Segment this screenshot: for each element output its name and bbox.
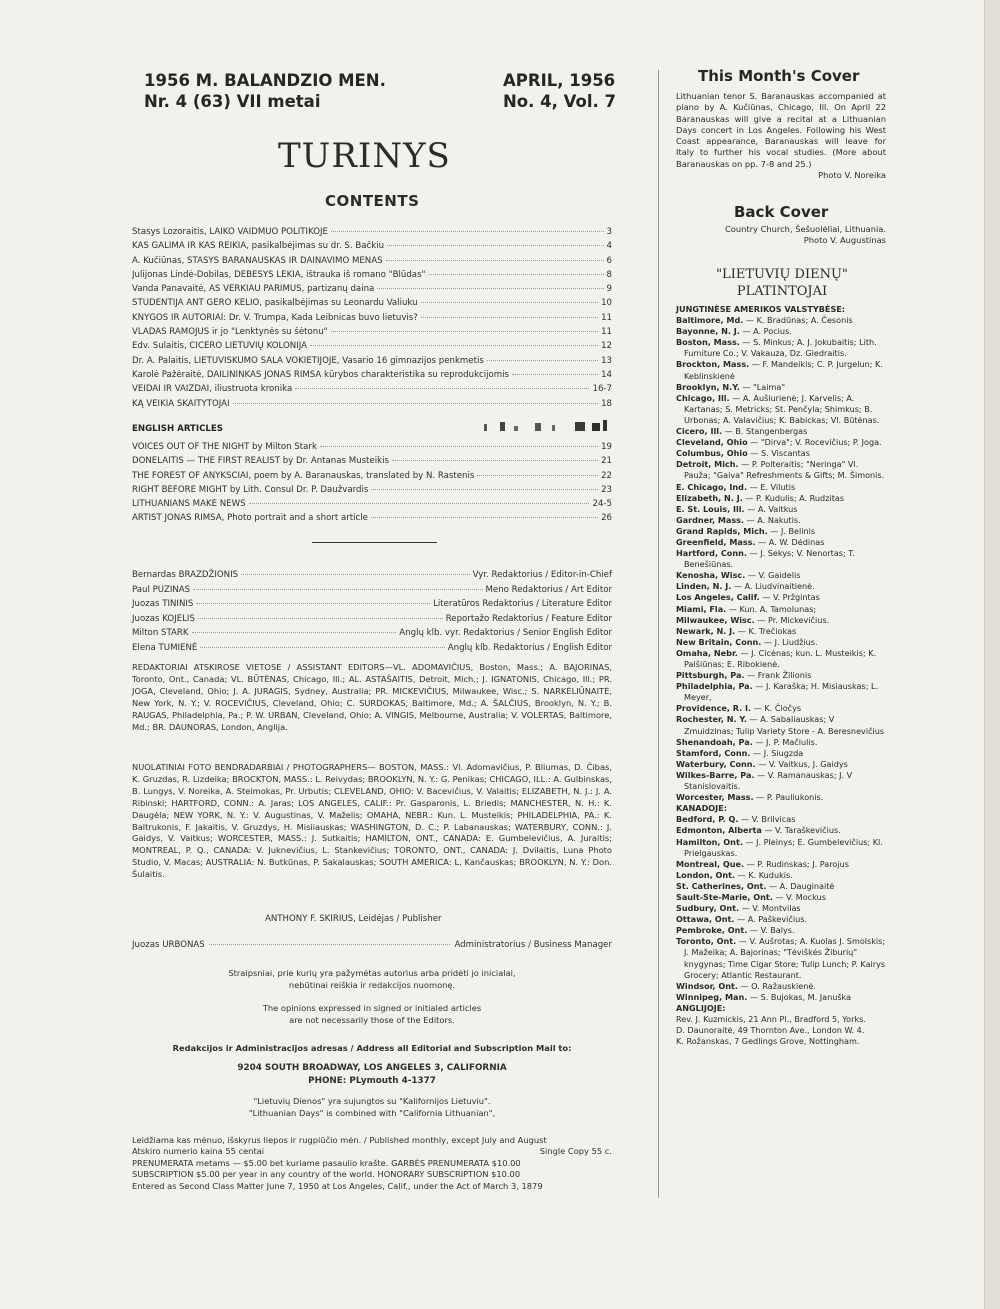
staff-row bbox=[132, 570, 612, 585]
distributor-entry: Stamford, Conn. — J. Siugzda bbox=[676, 747, 804, 758]
distributor-entry: Hamilton, Ont. — J. Pleinys; E. Gumbelevičius; Kl. Prielgauskas. bbox=[676, 836, 883, 858]
toc-page: 18 bbox=[601, 398, 612, 409]
toc-row[interactable] bbox=[132, 513, 612, 527]
distributor-city: E. St. Louis, Ill. bbox=[676, 503, 745, 514]
distributors-title bbox=[676, 266, 888, 300]
notice-lt-line: nebūtinai reiškia ir redakcijos nuomonę. bbox=[288, 979, 456, 990]
toc-title: KAS GALIMA IR KAS REIKIA, pasikalbėjimas su dr. S. Bačkiu bbox=[132, 241, 385, 252]
toc-page: 14 bbox=[601, 369, 612, 380]
distributor-entry: Rochester, N. Y. — A. Sabaliauskas; V Zmuidzinas; Tulip Variety Store - A. Beresnevičius bbox=[676, 714, 885, 736]
toc-title: DONELAITIS — THE FIRST REALIST by Dr. Antanas Musteikis bbox=[132, 456, 389, 467]
toc-row[interactable] bbox=[132, 298, 612, 312]
distributor-entry: Winnipeg, Man. — S. Bujokas, M. Januška bbox=[676, 991, 852, 1002]
toc-title: Karolė Pažėraitė, DAILININKAS JONAS RIMŠA kūrybos charakteristika su reprodukcijomis bbox=[132, 369, 510, 380]
toc-page: 11 bbox=[601, 327, 612, 338]
toc-title: THE FOREST OF ANYKŠČIAI, poem by A. Baranauskas, translated by N. Rastenis bbox=[132, 470, 475, 481]
toc-page: 3 bbox=[606, 227, 612, 237]
issue-number-lt: Nr. 4 (63) VII metai bbox=[144, 92, 321, 111]
price-lt: Atskiro numerio kaina 55 centai bbox=[132, 1146, 265, 1157]
distributor-city: Los Angeles, Calif. bbox=[676, 592, 760, 603]
back-cover-description bbox=[676, 224, 886, 247]
staff-role: Vyr. Redaktorius / Editor-in-Chief bbox=[472, 570, 612, 580]
contents-heading: CONTENTS bbox=[325, 192, 420, 210]
subscription-en: SUBSCRIPTION $5.00 per year in any country of the world. HONORARY SUBSCRIPTION $10.00 bbox=[132, 1169, 521, 1180]
toc-row[interactable] bbox=[132, 341, 612, 355]
distributor-city: Stamford, Conn. bbox=[676, 747, 751, 758]
distributor-city: Omaha, Nebr. bbox=[676, 647, 738, 658]
distributor-city: Columbus, Ohio bbox=[676, 448, 748, 459]
street-address: 9204 SOUTH BROADWAY, LOS ANGELES 3, CALIFORNIA bbox=[237, 1063, 507, 1073]
toc-title: Edv. Šulaitis, CICERO LIETUVIŲ KOLONIJA bbox=[132, 341, 307, 352]
distributor-entry: Pembroke, Ont. — V. Balys. bbox=[676, 925, 795, 936]
back-cover-text: Country Church, Šešuolėliai, Lithuania. bbox=[724, 224, 886, 234]
staff-name: Milton STARK bbox=[132, 628, 189, 639]
distributor-entry: Providence, R. I. — K. Čiočys bbox=[676, 703, 802, 714]
distributor-city: Windsor, Ont. bbox=[676, 980, 738, 991]
distributor-entry: Omaha, Nebr. — J. Cicėnas; kun. L. Musteikis; K. Palšiūnas; E. Ribokienė. bbox=[676, 647, 877, 669]
distributor-entry: Linden, N. J. — A. Liudvinaitienė. bbox=[676, 581, 815, 592]
toc-title: VEIDAI IR VAIZDAI, iliustruota kronika bbox=[132, 384, 293, 395]
distributor-city: Miami, Fla. bbox=[676, 603, 727, 614]
distributor-city: Hartford, Conn. bbox=[676, 548, 747, 559]
distributor-city: Shenandoah, Pa. bbox=[676, 736, 753, 747]
distributor-entry: Greenfield, Mass. — A. W. Dėdinas bbox=[676, 536, 825, 547]
distributor-region: KANADOJE: bbox=[676, 803, 727, 814]
cover-heading: This Month's Cover bbox=[698, 67, 860, 85]
notice-lithuanian bbox=[132, 968, 612, 991]
merger-line: "Lithuanian Days" is combined with "California Lithuanian", bbox=[248, 1107, 496, 1118]
distributor-entry: Sudbury, Ont. — V. Montvilas bbox=[676, 903, 801, 914]
distributor-entry: St. Catherines, Ont. — A. Dauginaitė bbox=[676, 880, 835, 891]
toc-row[interactable] bbox=[132, 256, 612, 270]
distributor-entry: London, Ont. — K. Kudukis. bbox=[676, 869, 793, 880]
toc-page: 19 bbox=[601, 442, 612, 452]
distributor-entry: Toronto, Ont. — V. Aušrotas; A. Kuolas J. Smolskis; J. Mažeika; A. Bajorinas; "Tėviškės Žiburių" knygynas; Time Cigar Store; Tulip Lunch; P. Kairys Grocery; Atlantic Restaurant. bbox=[676, 936, 886, 980]
distributor-city: Pittsburgh, Pa. bbox=[676, 670, 745, 681]
distributor-city: Elizabeth, N. J. bbox=[676, 492, 743, 503]
toc-title: STUDENTIJA ANT GERO KELIO, pasikalbėjimas su Leonardu Valiuku bbox=[132, 298, 418, 309]
publication-info bbox=[132, 1135, 612, 1192]
distributor-entry: Worcester, Mass. — P. Pauliukonis. bbox=[676, 792, 824, 803]
staff-role: Meno Redaktorius / Art Editor bbox=[485, 584, 612, 595]
distributor-city: St. Catherines, Ont. bbox=[676, 880, 767, 891]
toc-page: 16-7 bbox=[592, 384, 612, 395]
staff-row bbox=[132, 614, 612, 629]
distributor-entry: Gardner, Mass. — A. Nakutis. bbox=[676, 514, 801, 525]
distributor-city: Providence, R. I. bbox=[676, 703, 752, 714]
toc-row[interactable] bbox=[132, 471, 612, 485]
distributor-city: Winnipeg, Man. bbox=[676, 991, 748, 1002]
distributor-entry: Wilkes-Barre, Pa. — V. Ramanauskas; J. V Stanislovaitis. bbox=[676, 769, 853, 792]
toc-page: 6 bbox=[606, 255, 612, 266]
toc-title: Dr. A. Palaitis, LIETUVIŠKUMO SALA VOKIETIJOJE, Vasario 16 gimnazijos penkmetis bbox=[132, 355, 484, 366]
assistant-editors-list: REDAKTORIAI ATSKIROSE VIETOSE / ASSISTANT EDITORS—VL. ADOMAVIČIUS, Boston, Mass.; A. BAJORINAS, Toronto, Ont., Canada; VL. BŪTĖNAS, Chicago, Ill.; AL. ASTAŠAITIS, Detroit, Mich.; J. IGNATONIS, Chicago, Ill.; PR. JOGA, Cleveland, Ohio; J. A. JURAGIS, Sydney, Australia; PR. MICKEVIČIUS, Milwaukee, Wisc.; S. NARKĖLIŪNAITĖ, New York, N. Y.; V. ROCEVIČIUS, Cleveland, Ohio; C. SURDOKAS, Baltimore, Md.; A. ŠALČIUS, Brooklyn, N. Y.; B. RAUGAS, Philadelphia, Pa.; P. W. URBAN, Cleveland, Ohio; A. VINGIS, Melbourne, Australia; V. VOLERTAS, Baltimore, Md.; BR. DAUNORAS, London, Anglija. bbox=[132, 662, 612, 732]
toc-title: ARTIST JONAS RIMŠA, Photo portrait and a short article bbox=[132, 513, 368, 524]
toc-page: 23 bbox=[601, 484, 612, 495]
distributor-city: Baltimore, Md. bbox=[676, 315, 744, 326]
notice-en-line: are not necessarily those of the Editors. bbox=[289, 1014, 455, 1025]
toc-page: 26 bbox=[601, 513, 612, 524]
toc-row[interactable] bbox=[132, 241, 612, 255]
cover-photo-credit: Photo V. Noreika bbox=[818, 170, 886, 181]
address-block bbox=[132, 1062, 612, 1087]
toc-row[interactable] bbox=[132, 370, 612, 384]
distributor-city: Brockton, Mass. bbox=[676, 359, 750, 370]
distributor-entry: E. St. Louis, Ill. — A. Vaitkus bbox=[676, 503, 798, 514]
staff-row bbox=[132, 628, 612, 643]
toc-title: KNYGOS IR AUTORIAI: Dr. V. Trumpa, Kada Leibnicas buvo lietuvis? bbox=[132, 312, 418, 323]
merger-note bbox=[132, 1096, 612, 1119]
toc-row[interactable] bbox=[132, 485, 612, 499]
notice-english bbox=[132, 1003, 612, 1026]
distributor-entry: Bayonne, N. J. — A. Pocius. bbox=[676, 326, 792, 337]
distributor-entry: Edmonton, Alberta — V. Taraškevičius. bbox=[676, 825, 841, 836]
toc-row[interactable] bbox=[132, 499, 612, 513]
distributor-city: Chicago, Ill. bbox=[676, 392, 730, 403]
toc-page: 9 bbox=[606, 284, 612, 295]
frequency-line: Leidžiama kas mėnuo, išskyrus liepos ir rugpiūčio mėn. / Published monthly, except July and August bbox=[132, 1135, 547, 1145]
distributor-entry: Bedford, P. Q. — V. Brilvicas bbox=[676, 814, 796, 825]
toc-row[interactable] bbox=[132, 313, 612, 327]
distributor-entry: E. Chicago, Ind. — E. Vilutis bbox=[676, 481, 796, 492]
distributor-city: Worcester, Mass. bbox=[676, 792, 754, 803]
distributor-entry: Miami, Fla. — Kun. A. Tamolunas; bbox=[676, 603, 817, 614]
publisher-line: ANTHONY F. SKIRIUS, Leidėjas / Publisher bbox=[265, 914, 442, 924]
distributor-entry: K. Rožanskas, 7 Gedlings Grove, Nottingham. bbox=[676, 1036, 860, 1047]
admin-role: Administratorius / Business Manager bbox=[454, 940, 612, 950]
staff-name: Bernardas BRAZDŽIONIS bbox=[132, 570, 239, 580]
issue-date-en bbox=[503, 70, 616, 112]
distributor-entry: Rev. J. Kuzmickis, 21 Ann Pl., Bradford 5, Yorks. bbox=[676, 1014, 866, 1024]
price-en: Single Copy 55 c. bbox=[539, 1146, 612, 1157]
page-edge bbox=[984, 0, 1000, 1309]
toc-page: 21 bbox=[601, 456, 612, 467]
toc-row[interactable] bbox=[132, 456, 612, 470]
distributor-entry: Boston, Mass. — S. Minkus; A. J. Jokubaitis; Lith. Furniture Co.; V. Vakauza, Dz. Giedraitis. bbox=[676, 337, 877, 359]
issue-month-lt: 1956 M. BALANDZIO MEN. bbox=[144, 71, 386, 90]
toc-page: 10 bbox=[601, 298, 612, 309]
business-manager-line bbox=[132, 940, 612, 950]
staff-role: Anglų klb. vyr. Redaktorius / Senior English Editor bbox=[399, 628, 612, 639]
toc-lithuanian bbox=[132, 227, 612, 413]
distributors-list bbox=[676, 304, 886, 1047]
distributor-entry: Brockton, Mass. — F. Mandeikis; C. P. Jurgelun; K. Keblinskienė bbox=[676, 359, 883, 381]
distributors-title-line: PLATINTOJAI bbox=[736, 284, 828, 299]
page-title: TURINYS bbox=[278, 136, 451, 176]
toc-row[interactable] bbox=[132, 356, 612, 370]
distributor-city: New Britain, Conn. bbox=[676, 636, 762, 647]
distributor-entry: Brooklyn, N.Y. — "Laima" bbox=[676, 381, 786, 392]
distributor-entry: Shenandoah, Pa. — J. P. Mačiulis. bbox=[676, 736, 818, 747]
toc-title: Stasys Lozoraitis, LAIKO VAIDMUO POLITIKOJE bbox=[132, 227, 328, 237]
distributor-city: Kenosha, Wisc. bbox=[676, 570, 746, 581]
toc-page: 12 bbox=[601, 341, 612, 352]
distributor-city: E. Chicago, Ind. bbox=[676, 481, 748, 492]
toc-row[interactable] bbox=[132, 270, 612, 284]
distributor-entry: Ottawa, Ont. — A. Paškevičius. bbox=[676, 914, 808, 925]
distributor-entry: Hartford, Conn. — J. Sekys; V. Nenortas; T. Benešiūnas. bbox=[676, 548, 855, 570]
staff-name: Elena TUMIENĖ bbox=[132, 642, 198, 653]
toc-row[interactable] bbox=[132, 284, 612, 298]
cover-description bbox=[676, 91, 886, 181]
toc-page: 13 bbox=[601, 355, 612, 366]
distributor-city: Philadelphia, Pa. bbox=[676, 681, 753, 692]
distributor-city: Hamilton, Ont. bbox=[676, 836, 743, 847]
staff-row bbox=[132, 599, 612, 614]
distributor-city: Sault-Ste-Marie, Ont. bbox=[676, 891, 773, 902]
toc-row[interactable] bbox=[132, 399, 612, 413]
issue-month-en: APRIL, 1956 bbox=[503, 71, 616, 90]
toc-page: 11 bbox=[601, 312, 612, 323]
distributor-city: Rochester, N. Y. bbox=[676, 714, 747, 725]
toc-title: VOICES OUT OF THE NIGHT by Milton Stark bbox=[132, 442, 317, 452]
distributor-region: JUNGTINĖSE AMERIKOS VALSTYBĖSE: bbox=[676, 304, 846, 314]
editorial-staff bbox=[132, 570, 612, 658]
distributor-city: Gardner, Mass. bbox=[676, 514, 745, 525]
back-cover-heading: Back Cover bbox=[734, 203, 829, 221]
distributor-city: Ottawa, Ont. bbox=[676, 914, 735, 925]
distributor-entry: Kenosha, Wisc. — V. Gaidelis bbox=[676, 570, 801, 581]
distributors-title-line: "LIETUVIŲ DIENŲ" bbox=[716, 267, 848, 282]
distributor-entry: Baltimore, Md. — K. Bradūnas; A. Česonis bbox=[676, 315, 853, 326]
issue-number-en: No. 4, Vol. 7 bbox=[503, 92, 617, 111]
distributor-city: Montreal, Que. bbox=[676, 858, 745, 869]
distributor-city: Cleveland, Ohio bbox=[676, 437, 748, 448]
distributor-entry: Windsor, Ont. — O. Ražauskienė. bbox=[676, 980, 816, 991]
distributor-city: Sudbury, Ont. bbox=[676, 903, 740, 914]
staff-name: Paul PUZINAS bbox=[132, 584, 191, 595]
toc-page: 8 bbox=[606, 269, 612, 280]
distributor-entry: Grand Rapids, Mich. — J. Belinis bbox=[676, 525, 816, 536]
distributor-entry: New Britain, Conn. — J. Liudžius. bbox=[676, 636, 818, 647]
toc-page: 4 bbox=[606, 241, 612, 252]
price-line bbox=[132, 1146, 612, 1157]
issue-date-lt bbox=[144, 70, 386, 112]
staff-row bbox=[132, 585, 612, 600]
distributor-entry: Waterbury, Conn. — V. Vaitkus, J. Gaidys bbox=[676, 758, 848, 769]
distributor-city: London, Ont. bbox=[676, 869, 736, 880]
toc-english bbox=[132, 442, 612, 528]
toc-page: 24-5 bbox=[592, 499, 612, 510]
distributor-city: Boston, Mass. bbox=[676, 337, 740, 348]
merger-line: "Lietuvių Dienos" yra sujungtos su "Kalifornijos Lietuviu". bbox=[253, 1096, 491, 1106]
distributor-entry: Sault-Ste-Marie, Ont. — V. Mockus bbox=[676, 891, 826, 902]
distributor-city: Bedford, P. Q. bbox=[676, 814, 739, 825]
distributor-city: Linden, N. J. bbox=[676, 581, 732, 592]
address-heading: Redakcijos ir Administracijos adresas / Address all Editorial and Subscription Mail to: bbox=[172, 1043, 572, 1053]
toc-title: KĄ VEIKIA SKAITYTOJAI bbox=[132, 398, 230, 409]
back-cover-photo-credit: Photo V. Augustinas bbox=[803, 235, 886, 246]
column-divider bbox=[658, 70, 659, 1198]
distributor-city: Detroit, Mich. bbox=[676, 459, 739, 470]
distributor-city: Edmonton, Alberta bbox=[676, 825, 762, 836]
english-articles-heading: ENGLISH ARTICLES bbox=[132, 424, 223, 434]
toc-page: 22 bbox=[601, 470, 612, 481]
toc-row[interactable] bbox=[132, 327, 612, 341]
distributor-city: Milwaukee, Wisc. bbox=[676, 614, 755, 625]
staff-name: Juozas TININIS bbox=[132, 599, 194, 610]
phone-number: PHONE: PLymouth 4-1377 bbox=[308, 1075, 436, 1086]
cover-text: Lithuanian tenor S. Baranauskas accompanied at piano by A. Kučiūnas, Chicago, Ill. On April 22 Baranauskas will give a recital at a Lithuanian Days concert in Los Angeles. Following his West Coast appearance, Baranauskas will leave for Italy to further his vocal studies. (More about Baranauskas on pp. 7-8 and 25.) bbox=[676, 91, 886, 169]
distributor-city: Brooklyn, N.Y. bbox=[676, 381, 740, 392]
toc-title: A. Kučiūnas, STASYS BARANAUSKAS IR DAINAVIMO MENAS bbox=[132, 255, 383, 266]
distributor-city: Bayonne, N. J. bbox=[676, 326, 740, 337]
toc-title: Julijonas Lindė-Dobilas, DEBESYS LEKIA, ištrauka iš romano "Blūdas" bbox=[132, 269, 426, 280]
distributor-entry: Columbus, Ohio — S. Viscantas bbox=[676, 448, 810, 459]
photographers-list: NUOLATINIAI FOTO BENDRADARBIAI / PHOTOGRAPHERS— BOSTON, MASS.: Vl. Adomavičius, P. Bliumas, D. Čibas, K. Gruzdas, R. Lizdeika; BROCKTON, MASS.: L. Reivydas; BROOKLYN, N. Y.: G. Penikas; CHICAGO, ILL.: A. Gulbinskas, B. Lungys, V. Noreika, A. Steimokas, Pr. Urbutis; CLEVELAND, OHIO: V. Bacevičius, V. Valaitis; ELIZABETH, N. J.: J. A. Ribinski; HARTFORD, CONN.: A. Jaras; LOS ANGELES, CALIF.: Pr. Gasparonis, L. Briedis; MANCHESTER, N. H.: K. Daugėla; NEW YORK, N. Y.: V. Augustinas, V. Maželis; OMAHA, NEBR.: Kun. L. Musteikis; PHILADELPHIA, PA.: K. Baltrukonis, F. Jakaitis, V. Gruzdys, H. Misiiauskas; WASHINGTON, D. C.; P. Labanauskas; WATERBURY, CONN.: J. Gaidys, V. Vaitkus; WORCESTER, MASS.: J. Sutkaitis; HAMILTON, ONT., CANADA: E. Gumbelevičius, A. Juraitis; MONTREAL, P. Q., CANADA: V. Juknevičius, L. Stankevičius; TORONTO, ONT., CANADA: J. Dvilaitis, Luna Photo Studio, V. Macas; AUSTRALIA: N. Butkūnas, P. Sakalauskas; SOUTH AMERICA: L. Kančauskas; BROOKLYN, N. Y.: Don. Šulaitis. bbox=[132, 762, 612, 880]
toc-title: Vanda Panavaitė, AŠ VERKIAU PARIMUS, partizanų daina bbox=[132, 284, 375, 295]
distributor-entry: D. Daunoraitė, 49 Thornton Ave., London W. 4. bbox=[676, 1025, 865, 1036]
toc-title: RIGHT BEFORE MIGHT by Lith. Consul Dr. P. Daužvardis bbox=[132, 484, 369, 495]
toc-title: VLADAS RAMOJUS ir jo "Lenktynės su šėtonu" bbox=[132, 327, 328, 338]
distributor-city: Newark, N. J. bbox=[676, 625, 736, 636]
notice-en-line: The opinions expressed in signed or initialed articles bbox=[262, 1003, 482, 1013]
distributor-city: Grand Rapids, Mich. bbox=[676, 525, 768, 536]
distributor-entry: Philadelphia, Pa. — J. Karaška; H. Misiauskas; L. Meyer, bbox=[676, 681, 879, 703]
staff-role: Literatūros Redaktorius / Literature Editor bbox=[433, 599, 612, 610]
staff-name: Juozas KOJELIS bbox=[132, 613, 195, 624]
staff-role: Reportažo Redaktorius / Feature Editor bbox=[445, 613, 612, 624]
distributor-city: Toronto, Ont. bbox=[676, 936, 737, 947]
section-divider bbox=[312, 542, 437, 543]
distributor-city: Pembroke, Ont. bbox=[676, 925, 748, 936]
distributor-city: Wilkes-Barre, Pa. bbox=[676, 769, 755, 780]
distributor-city: Waterbury, Conn. bbox=[676, 758, 756, 769]
distributor-entry: Milwaukee, Wisc. — Pr. Mickevičius. bbox=[676, 614, 830, 625]
distributor-entry: Cleveland, Ohio — "Dirva"; V. Rocevičius; P. Joga. bbox=[676, 437, 882, 448]
distributor-city: Greenfield, Mass. bbox=[676, 536, 756, 547]
distributor-entry: Los Angeles, Calif. — V. Pržgintas bbox=[676, 592, 820, 603]
toc-title: LITHUANIANS MAKE NEWS bbox=[132, 499, 246, 510]
distributor-entry: Newark, N. J. — K. Trečiokas bbox=[676, 625, 797, 636]
distributor-city: Cicero, Ill. bbox=[676, 426, 723, 437]
distributor-entry: Elizabeth, N. J. — P. Kudulis; A. Rudzitas bbox=[676, 492, 845, 503]
postal-entry: Entered as Second Class Matter June 7, 1950 at Los Angeles, Calif., under the Act of March 3, 1879 bbox=[132, 1180, 543, 1191]
distributor-entry: Montreal, Que. — P. Rudinskas; J. Parojus bbox=[676, 858, 849, 869]
toc-row[interactable] bbox=[132, 442, 612, 456]
staff-role: Anglų klb. Redaktorius / English Editor bbox=[447, 642, 612, 653]
admin-name: Juozas URBONAS bbox=[132, 940, 205, 950]
subscription-lt: PRENUMERATA metams — $5.00 bet kuriame pasaulio krašte. GARBĖS PRENUMERATA $10.00 bbox=[132, 1157, 521, 1168]
toc-row[interactable] bbox=[132, 384, 612, 398]
distributor-region: ANGLIJOJE: bbox=[676, 1002, 726, 1013]
staff-row bbox=[132, 643, 612, 658]
distributor-entry: Pittsburgh, Pa. — Frank Žilionis bbox=[676, 670, 812, 681]
distributor-entry: Detroit, Mich. — P. Polteraitis; "Neringa" Vl. Paužа; "Gaiva" Refreshments & Gifts; M. Šimonis. bbox=[676, 459, 885, 481]
toc-row[interactable] bbox=[132, 227, 612, 241]
notice-lt-line: Straipsniai, prie kurių yra pažymėtas autorius arba pridėti jo inicialai, bbox=[228, 968, 516, 978]
distributor-entry: Cicero, Ill. — B. Stangenbergas bbox=[676, 426, 808, 437]
distributor-entry: Chicago, Ill. — A. Aušiurienė; J. Karvelis; A. Kartanas; S. Metricks; St. Penčyla; Shimkus; B. Urbonas; A. Valavičius; K. Babickas; Vl. Būtėnas. bbox=[676, 392, 880, 425]
ink-smudge bbox=[480, 420, 610, 433]
